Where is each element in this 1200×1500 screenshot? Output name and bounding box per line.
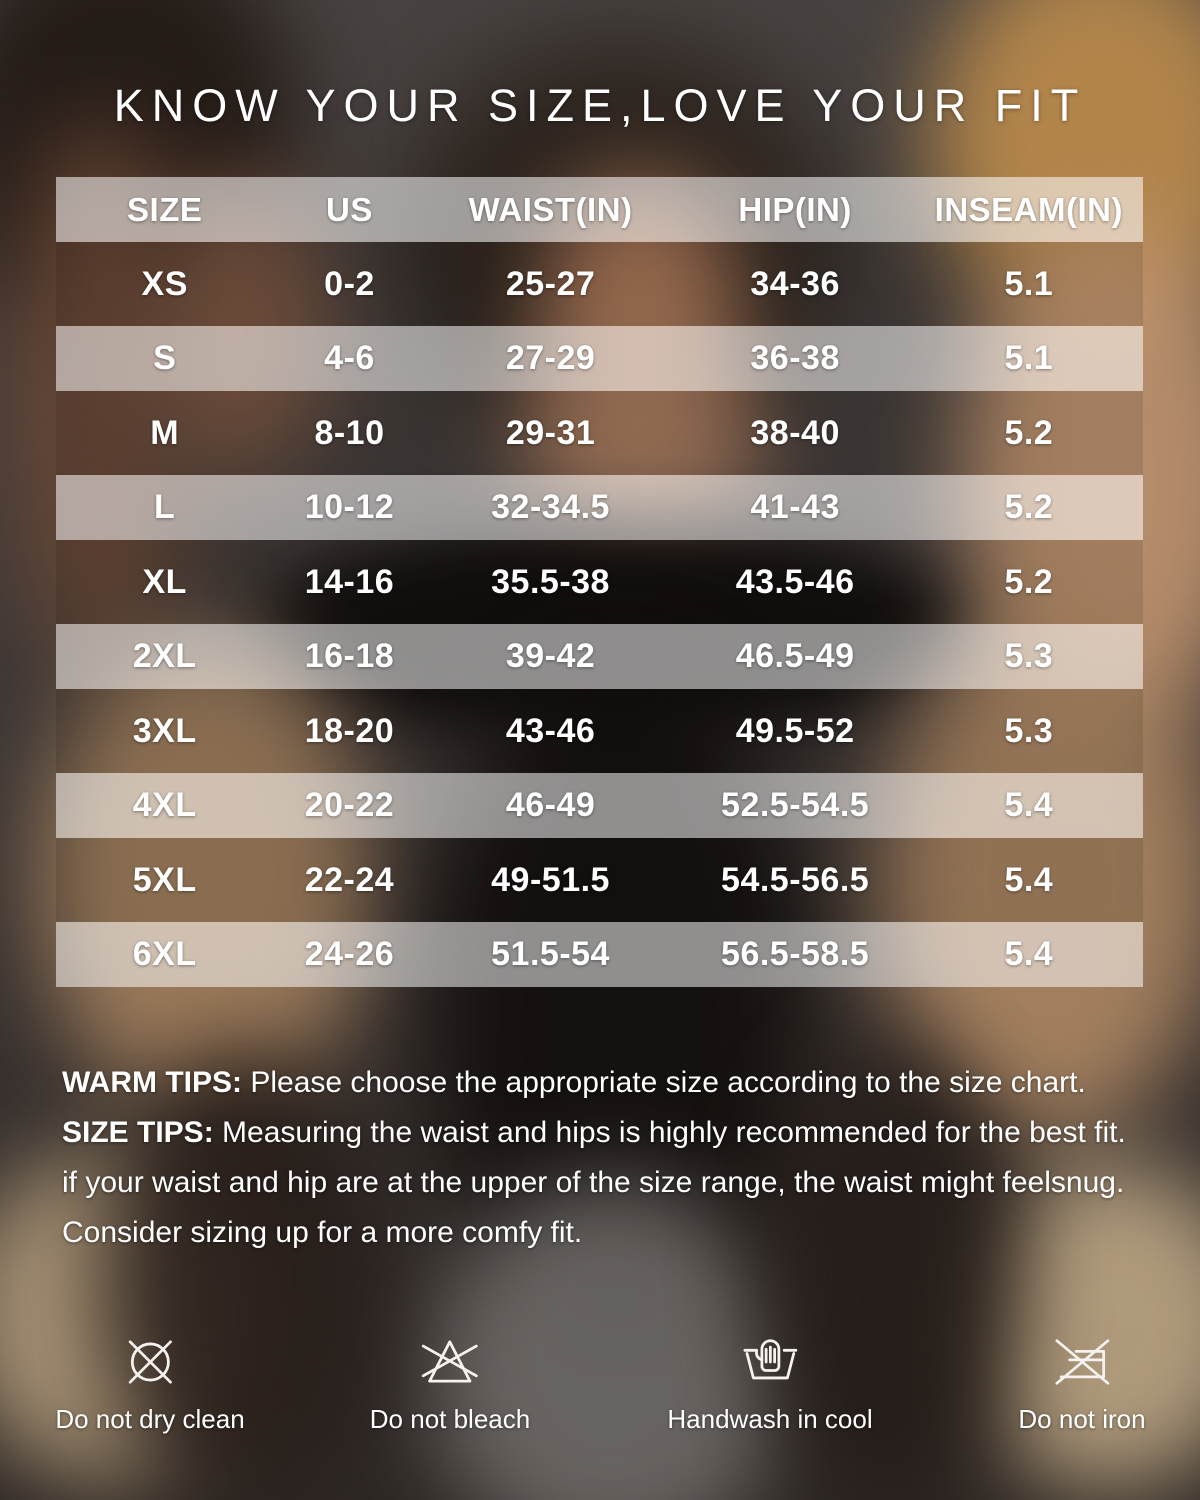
cell-us: 18-20 [304, 711, 395, 750]
cell-waist: 27-29 [505, 339, 596, 377]
size-tips-label: SIZE TIPS: [62, 1116, 214, 1149]
cell-inseam: 5.4 [1004, 935, 1054, 973]
size-tips-text: Measuring the waist and hips is highly recommended for the best fit. [213, 1116, 1126, 1149]
table-row [56, 391, 1143, 475]
cell-inseam: 5.2 [1004, 413, 1054, 452]
cell-hip: 54.5-56.5 [721, 860, 870, 899]
cell-inseam: 5.4 [1004, 860, 1054, 899]
cell-size: 5XL [132, 860, 197, 899]
table-row [56, 475, 1143, 540]
care-item-handwash [667, 1328, 872, 1435]
table-row [56, 838, 1143, 922]
cell-us: 14-16 [304, 562, 395, 601]
size-table-rows [56, 242, 1143, 987]
cell-waist: 46-49 [505, 786, 596, 824]
table-row [56, 326, 1143, 391]
care-item-dry-clean [55, 1328, 244, 1435]
cell-size: S [153, 339, 177, 377]
care-label: Do not dry clean [55, 1404, 245, 1434]
cell-inseam: 5.1 [1004, 339, 1054, 377]
table-row [56, 773, 1143, 838]
size-table-header [56, 177, 1143, 242]
cell-inseam: 5.4 [1004, 786, 1054, 824]
cell-inseam: 5.3 [1004, 637, 1054, 675]
cell-waist: 43-46 [505, 711, 596, 750]
cell-us: 0-2 [324, 264, 375, 303]
cell-size: 4XL [132, 786, 197, 824]
cell-waist: 25-27 [505, 264, 596, 303]
size-tips-line-3: Consider sizing up for a more comfy fit. [62, 1216, 583, 1249]
page-title: KNOW YOUR SIZE,LOVE YOUR FIT [113, 80, 1087, 131]
size-tips-line-2: if your waist and hip are at the upper of the size range, the waist might feelsnug. [62, 1166, 1125, 1199]
cell-size: M [150, 413, 180, 452]
cell-inseam: 5.1 [1004, 264, 1054, 303]
cell-waist: 32-34.5 [491, 488, 610, 526]
header-cell: WAIST(IN) [468, 190, 633, 228]
cell-us: 22-24 [304, 860, 395, 899]
cell-waist: 51.5-54 [491, 935, 610, 973]
care-label: Do not bleach [369, 1404, 531, 1434]
warm-tips-line [62, 1058, 1152, 1108]
size-tips-line [62, 1108, 1152, 1158]
cell-size: 2XL [132, 637, 197, 675]
tips-section [62, 1058, 1152, 1258]
cell-us: 8-10 [314, 413, 385, 452]
cell-hip: 38-40 [750, 413, 840, 452]
table-row [56, 624, 1143, 689]
cell-us: 20-22 [304, 786, 395, 824]
cell-size: 3XL [132, 711, 197, 750]
care-label: Do not iron [1018, 1404, 1146, 1434]
cell-us: 10-12 [304, 488, 395, 526]
cell-hip: 56.5-58.5 [721, 935, 870, 973]
cell-hip: 49.5-52 [735, 711, 855, 750]
cell-inseam: 5.2 [1004, 488, 1054, 526]
cell-inseam: 5.3 [1004, 711, 1054, 750]
size-chart-table [56, 177, 1143, 987]
cell-size: XS [141, 264, 188, 303]
cell-waist: 49-51.5 [491, 860, 610, 899]
cell-hip: 41-43 [750, 488, 840, 526]
cell-waist: 29-31 [505, 413, 596, 452]
cell-size: 6XL [132, 935, 197, 973]
cell-hip: 43.5-46 [735, 562, 855, 601]
cell-inseam: 5.2 [1004, 562, 1054, 601]
header-cell: US [326, 190, 373, 228]
do-not-bleach-icon [416, 1328, 484, 1396]
cell-size: L [154, 488, 176, 526]
cell-us: 4-6 [324, 339, 375, 377]
cell-hip: 52.5-54.5 [721, 786, 870, 824]
cell-waist: 39-42 [505, 637, 596, 675]
cell-hip: 46.5-49 [735, 637, 855, 675]
care-label: Handwash in cool [667, 1404, 873, 1434]
cell-waist: 35.5-38 [491, 562, 610, 601]
header-cell: INSEAM(IN) [934, 190, 1123, 228]
cell-hip: 34-36 [750, 264, 840, 303]
cell-us: 24-26 [304, 935, 395, 973]
table-row [56, 922, 1143, 987]
care-item-iron [1018, 1328, 1145, 1435]
handwash-icon [736, 1328, 804, 1396]
warm-tips-label: WARM TIPS: [62, 1066, 242, 1099]
table-row [56, 540, 1143, 624]
care-item-bleach [370, 1328, 530, 1435]
do-not-dry-clean-icon [116, 1328, 184, 1396]
table-row [56, 689, 1143, 773]
table-row [56, 242, 1143, 326]
cell-us: 16-18 [304, 637, 395, 675]
cell-size: XL [142, 562, 187, 601]
cell-hip: 36-38 [750, 339, 840, 377]
header-cell: SIZE [127, 190, 203, 228]
do-not-iron-icon [1048, 1328, 1116, 1396]
warm-tips-text: Please choose the appropriate size according to the size chart. [242, 1066, 1086, 1099]
header-cell: HIP(IN) [738, 190, 852, 228]
